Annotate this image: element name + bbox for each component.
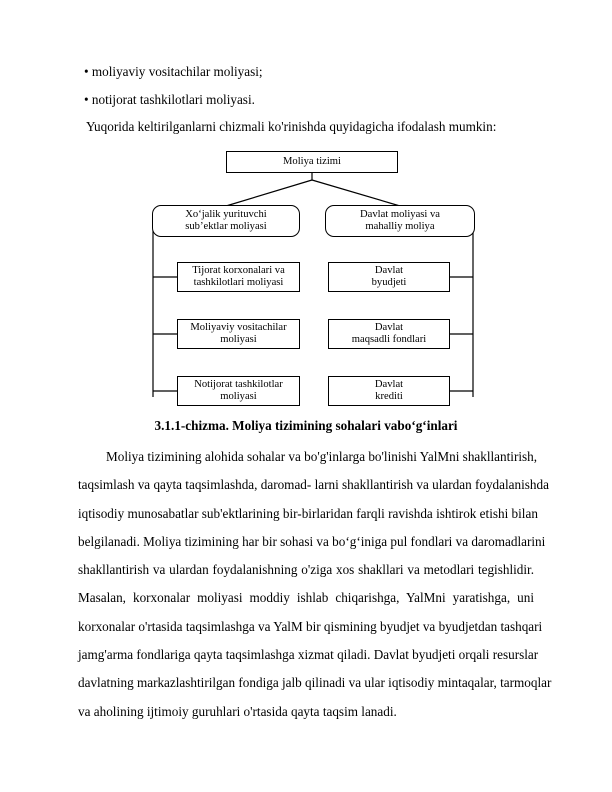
body-line-8: jamg'arma fondlariga qayta taqsimlashga xizmat qiladi. Davlat byudjeti orqali resurslar [78, 647, 539, 663]
diagram-node-right-child-3-line2: krediti [375, 391, 403, 402]
diagram-node-right-child-2-line1: Davlat [374, 321, 404, 333]
body-line-5: shakllantirish va ulardan foydalanishning o'ziga xos shakllari va metodlari tegishlidir. [78, 562, 534, 578]
diagram-node-right-child-2-line2: maqsadli fondlari [351, 334, 427, 345]
body-line-7: korxonalar o'rtasida taqsimlashga va YalM bir qismining byudjet va byudjetdan tashqari [78, 618, 543, 634]
diagram-node-right-branch-line1: Davlat moliyasi va [359, 208, 441, 220]
diagram-node-right-child-2 [328, 319, 450, 349]
intro-paragraph: Yuqorida keltirilganlarni chizmali ko'rinishda quyidagicha ifodalash mumkin: [86, 119, 497, 134]
diagram-node-left-child-3 [177, 376, 300, 406]
diagram-node-left-branch [152, 205, 300, 237]
diagram-node-right-branch-line2: mahalliy moliya [365, 221, 435, 232]
body-line-3: iqtisodiy munosabatlar sub'ektlarining bir-birlaridan farqli ravishda ishtirok etishi bilan [78, 505, 538, 521]
diagram-node-left-branch-line2: sub’ektlar moliyasi [185, 221, 267, 232]
bullet-item-2: • notijorat tashkilotlari moliyasi. [84, 92, 255, 107]
body-line-1: Moliya tizimining alohida sohalar va bo'g'inlarga bo'linishi YalMni shakllantirish, [106, 449, 538, 464]
diagram-node-right-branch [325, 205, 475, 237]
body-line-2: taqsimlash va qayta taqsimlashda, daromad- larni shakllantirish va ulardan foydalanishda [78, 477, 549, 493]
bullet-item-1: • moliyaviy vositachilar moliyasi; [84, 64, 263, 79]
diagram-connectors [0, 140, 612, 415]
body-paragraph [78, 443, 552, 726]
diagram-node-root-label: Moliya tizimi [283, 155, 341, 167]
diagram-node-left-branch-label [156, 209, 296, 234]
body-line-10: va aholining ijtimoiy guruhlari o'rtasida qayta taqsim lanadi. [78, 703, 397, 719]
diagram-node-right-child-1 [328, 262, 450, 292]
diagram-node-left-child-3-line1: Notijorat tashkilotlar [194, 378, 283, 390]
diagram-node-left-child-2 [177, 319, 300, 349]
body-line-4: belgilanadi. Moliya tizimining har bir sohasi va bo‘g‘iniga pul fondlari va daromadlarini [78, 533, 546, 549]
body-line-6: Masalan, korxonalar moliyasi moddiy ishlab chiqarishga, YalMni yaratishga, uni [78, 590, 534, 606]
diagram-node-right-child-1-line2: byudjeti [371, 277, 407, 288]
figure-caption: 3.1.1-chizma. Moliya tizimining sohalari vabo‘g‘inlari [154, 418, 458, 433]
diagram-node-left-branch-line1: Xo‘jalik yurituvchi [185, 208, 267, 220]
diagram-node-left-child-3-line2: moliyasi [220, 391, 257, 402]
diagram-node-left-child-1-line2: tashkilotlari moliyasi [193, 277, 284, 288]
diagram-node-left-child-1-line1: Tijorat korxonalari va [192, 264, 285, 276]
diagram-node-right-child-3 [328, 376, 450, 406]
finance-system-diagram [0, 140, 612, 415]
diagram-node-right-child-3-line1: Davlat [374, 378, 404, 390]
body-line-9: davlatning markazlashtirilgan fondiga jalb qilinadi va ular iqtisodiy mintaqalar, tarmoqlar [78, 675, 552, 691]
diagram-node-left-child-1 [177, 262, 300, 292]
diagram-node-left-child-2-line1: Moliyaviy vositachilar [190, 321, 287, 333]
diagram-node-right-branch-label [329, 209, 471, 234]
diagram-node-root [226, 151, 398, 173]
diagram-node-left-child-2-line2: moliyasi [220, 334, 257, 345]
diagram-node-right-child-1-line1: Davlat [374, 264, 404, 276]
